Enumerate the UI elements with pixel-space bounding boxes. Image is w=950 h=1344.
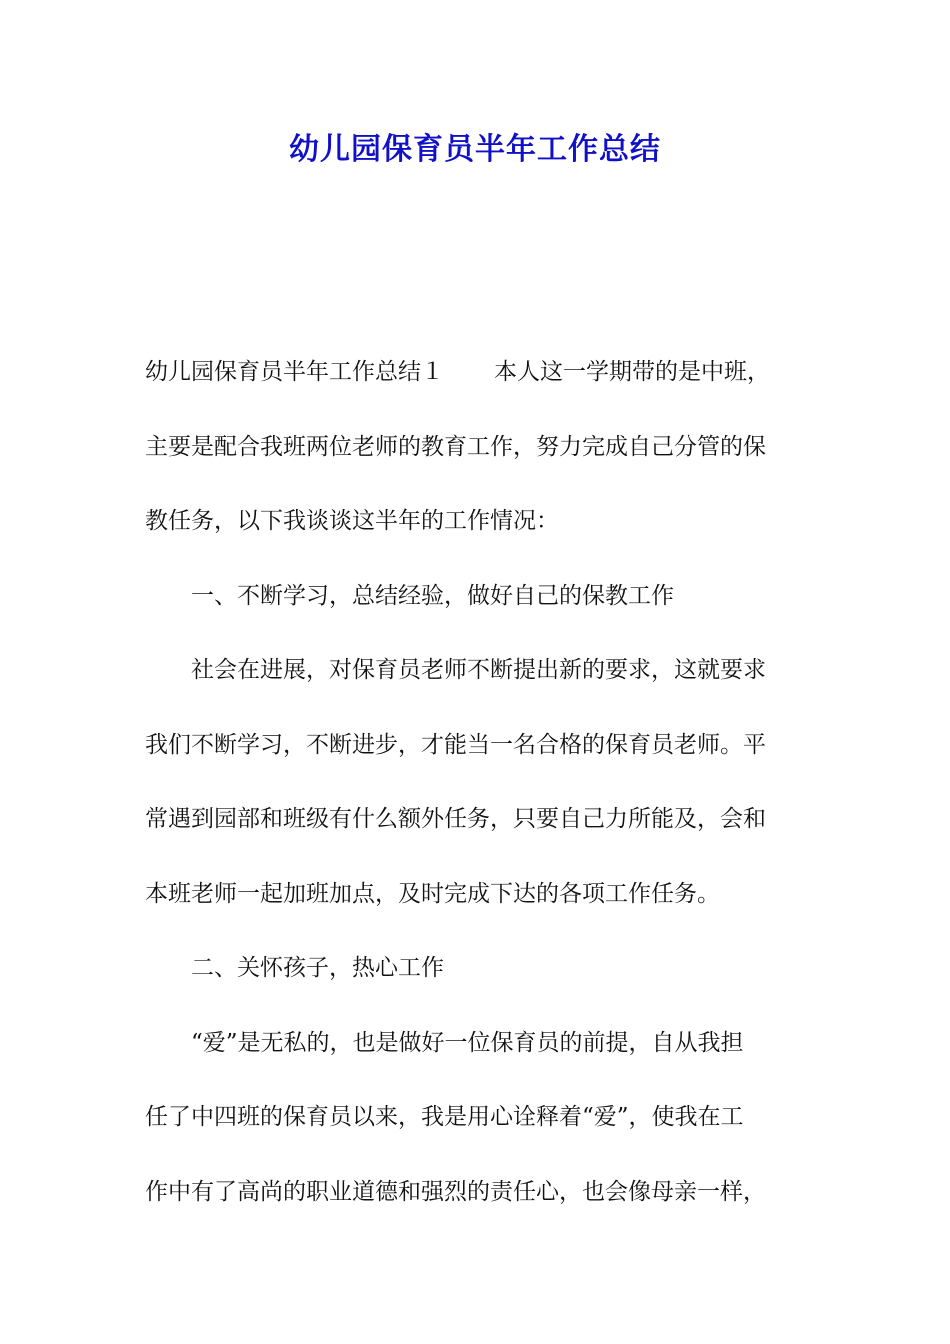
- body-line-5: 社会在进展，对保育员老师不断提出新的要求，这就要求: [191, 657, 766, 683]
- section-heading-inline: 幼儿园保育员半年工作总结１: [145, 359, 444, 385]
- body-line-12: 作中有了高尚的职业道德和强烈的责任心，也会像母亲一样，: [145, 1178, 766, 1205]
- section-heading-1: 一、不断学习，总结经验，做好自己的保教工作: [191, 582, 674, 609]
- body-line-3: 教任务，以下我谈谈这半年的工作情况：: [145, 508, 559, 534]
- document-title: 幼儿园保育员半年工作总结: [289, 132, 661, 167]
- body-line-6: 我们不断学习，不断进步，才能当一名合格的保育员老师。平: [145, 731, 766, 758]
- body-line-2: 主要是配合我班两位老师的教育工作，努力完成自己分管的保: [145, 433, 766, 460]
- body-line-1: [145, 335, 810, 410]
- body-line-11: 任了中四班的保育员以来，我是用心诠释着“爱”，使我在工: [145, 1104, 744, 1130]
- body-line-1-text: 本人这一学期带的是中班，: [494, 359, 770, 385]
- section-heading-2: 二、关怀孩子，热心工作: [191, 955, 444, 981]
- body-line-10: “爱”是无私的，也是做好一位保育员的前提，自从我担: [191, 1029, 744, 1056]
- body-line-8: 本班老师一起加班加点，及时完成下达的各项工作任务。: [145, 880, 720, 907]
- body-line-7: 常遇到园部和班级有什么额外任务，只要自己力所能及，会和: [145, 806, 766, 832]
- document-body: [145, 335, 810, 1229]
